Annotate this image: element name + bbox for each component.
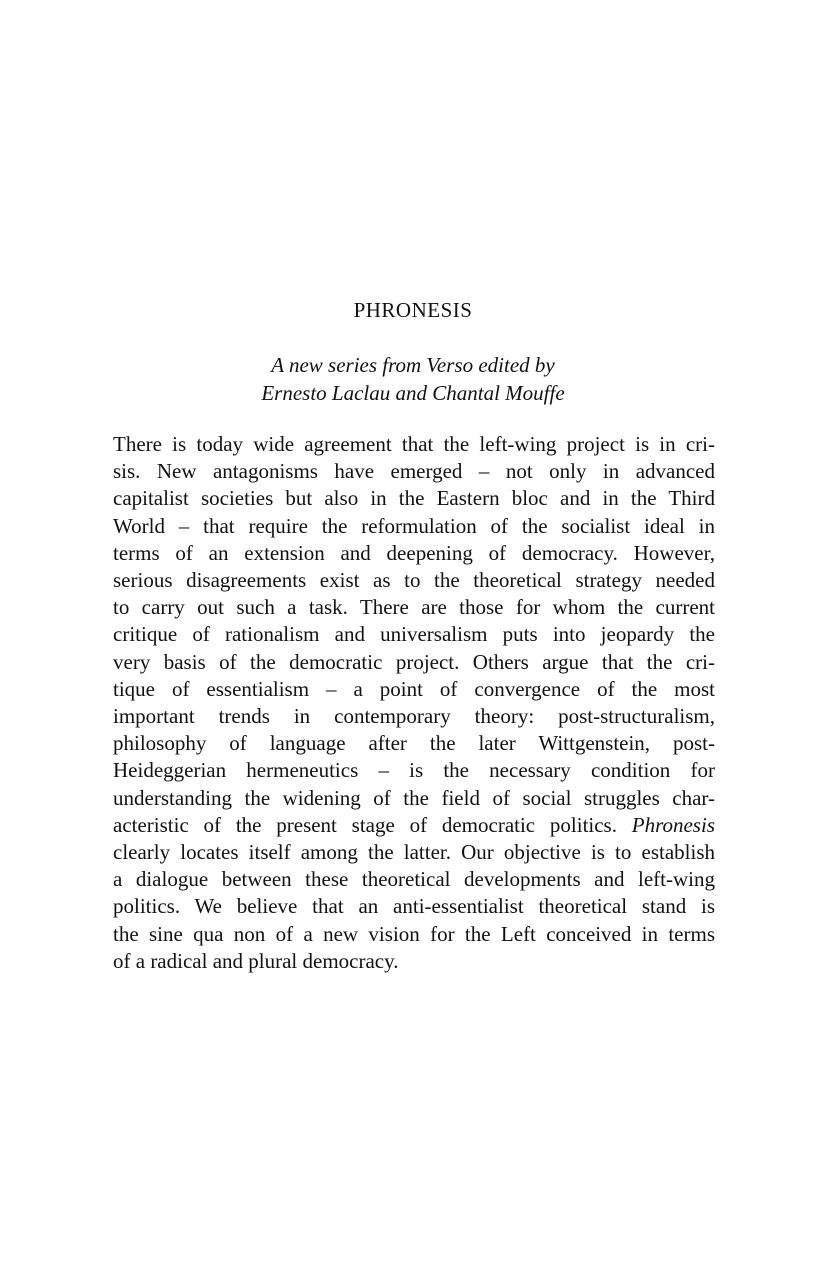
paragraph-line: Heideggerian hermeneutics – is the necessary condition for [113, 758, 715, 783]
paragraph-line: understanding the widening of the field of social struggles char- [113, 785, 715, 810]
paragraph-line: There is today wide agreement that the left-wing project is in cri- [113, 432, 715, 456]
series-editors-subtitle [0, 351, 826, 407]
paragraph-line [113, 812, 715, 839]
subtitle-line-1: A new series from Verso edited by [271, 353, 555, 377]
paragraph-line: to carry out such a task. There are those for whom the current [113, 595, 715, 620]
series-title: PHRONESIS [353, 298, 473, 322]
paragraph-line: World – that require the reformulation of the socialist ideal in [113, 513, 715, 538]
paragraph-text: acteristic of the present stage of democratic politics. [113, 812, 617, 837]
paragraph-line: politics. We believe that an anti-essentialist theoretical stand is [113, 894, 715, 919]
paragraph-line: important trends in contemporary theory: post-structuralism, [113, 704, 715, 729]
paragraph-line: critique of rationalism and universalism puts into jeopardy the [113, 622, 715, 647]
paragraph-line: very basis of the democratic project. Others argue that the cri- [113, 649, 715, 674]
paragraph-line: philosophy of language after the later Wittgenstein, post- [113, 731, 715, 756]
paragraph-line: capitalist societies but also in the Eastern bloc and in the Third [113, 486, 715, 511]
paragraph-line: tique of essentialism – a point of convergence of the most [113, 676, 715, 701]
series-description-paragraph [113, 431, 715, 975]
subtitle-line-2: Ernesto Laclau and Chantal Mouffe [261, 381, 565, 405]
paragraph-line: serious disagreements exist as to the theoretical strategy needed [113, 568, 715, 593]
paragraph-line: a dialogue between these theoretical developments and left-wing [113, 867, 715, 892]
paragraph-line: terms of an extension and deepening of democracy. However, [113, 540, 715, 565]
book-title-italic: Phronesis [631, 812, 715, 837]
paragraph-line: sis. New antagonisms have emerged – not only in advanced [113, 459, 715, 484]
paragraph-line: of a radical and plural democracy. [113, 948, 399, 973]
paragraph-line: the sine qua non of a new vision for the Left conceived in terms [113, 921, 715, 946]
paragraph-line: clearly locates itself among the latter. Our objective is to establish [113, 840, 715, 865]
